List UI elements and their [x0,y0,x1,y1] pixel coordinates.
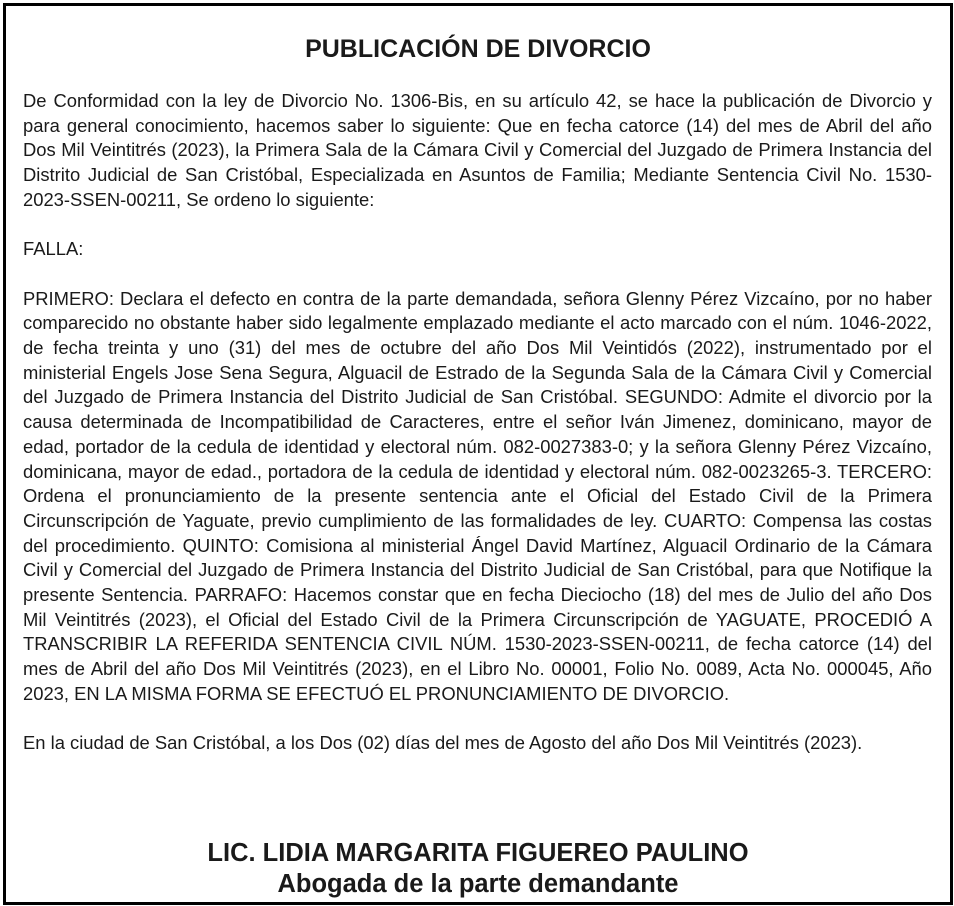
paragraph-spacer [23,213,932,238]
notice-title: PUBLICACIÓN DE DIVORCIO [305,35,651,63]
falla-heading: FALLA: [23,238,84,260]
closing-paragraph: En la ciudad de San Cristóbal, a los Dos (02) días del mes de Agosto del año Dos Mil Veintitrés (2023). [23,732,863,754]
notice-frame [3,3,953,905]
signature-name: LIC. LIDIA MARGARITA FIGUEREO PAULINO [207,839,749,867]
paragraph-spacer [23,262,932,287]
signature-role: Abogada de la parte demandante [277,870,679,898]
notice-body [23,89,932,756]
intro-paragraph: De Conformidad con la ley de Divorcio No. 1306-Bis, en su artículo 42, se hace la publicación de Divorcio y para general conocimiento, hacemos saber lo siguiente: Que en fecha catorce (14) del mes de Abril del año Dos Mil Veintitrés (2023), la Primera Sala de la Cámara Civil y Comercial del Juzgado de Primera Instancia del Distrito Judicial de San Cristóbal, Especializada en Asuntos de Familia; Mediante Sentencia Civil No. 1530- 2023-SSEN-00211, Se ordeno lo siguiente: [23,90,932,210]
ruling-paragraph: PRIMERO: Declara el defecto en contra de la parte demandada, señora Glenny Pérez Vizcaíno, por no haber comparecido no obstante haber sido legalmente emplazado mediante el acto marcado con el núm. 1046-2022, de fecha treinta y uno (31) del mes de octubre del año Dos Mil Veintidós (2022), instrumentado por el ministerial Engels Jose Sena Segura, Alguacil de Estrado de la Segunda Sala de la Cámara Civil y Comercial del Juzgado de Primera Instancia del Distrito Judicial de San Cristóbal. SEGUNDO: Admite el divorcio por la causa determinada de Incompatibilidad de Caracteres, entre el señor Iván Jimenez, dominicano, mayor de edad, portador de la cedula de identidad y electoral núm. 082-0027383-0; y la señora Glenny Pérez Vizcaíno, dominicana, mayor de edad., portadora de la cedula de identidad y electoral núm. 082-0023265-3. TERCERO: Ordena el pronunciamiento de la presente sentencia ante el Oficial del Estado Civil de la Primera Circunscripción de Yaguate, previo cumplimiento de las formalidades de ley. CUARTO: Compensa las costas del procedimiento. QUINTO: Comisiona al ministerial Ángel David Martínez, Alguacil Ordinario de la Cámara Civil y Comercial del Juzgado de Primera Instancia del Distrito Judicial de San Cristóbal, para que Notifique la presente Sentencia. PARRAFO: Hacemos constar que en fecha Dieciocho (18) del mes de Julio del año Dos Mil Veintitrés (2023), el Oficial del Estado Civil de la Primera Circunscripción de YAGUATE, PROCEDIÓ A TRANSCRIBIR LA REFERIDA SENTENCIA CIVIL NÚM. 1530-2023-SSEN-00211, de fecha catorce (14) del mes de Abril del año Dos Mil Veintitrés (2023), en el Libro No. 00001, Folio No. 0089, Acta No. 000045, Año 2023, EN LA MISMA FORMA SE EFECTUÓ EL PRONUNCIAMIENTO DE DIVORCIO. [23,287,932,704]
paragraph-spacer [23,707,932,732]
